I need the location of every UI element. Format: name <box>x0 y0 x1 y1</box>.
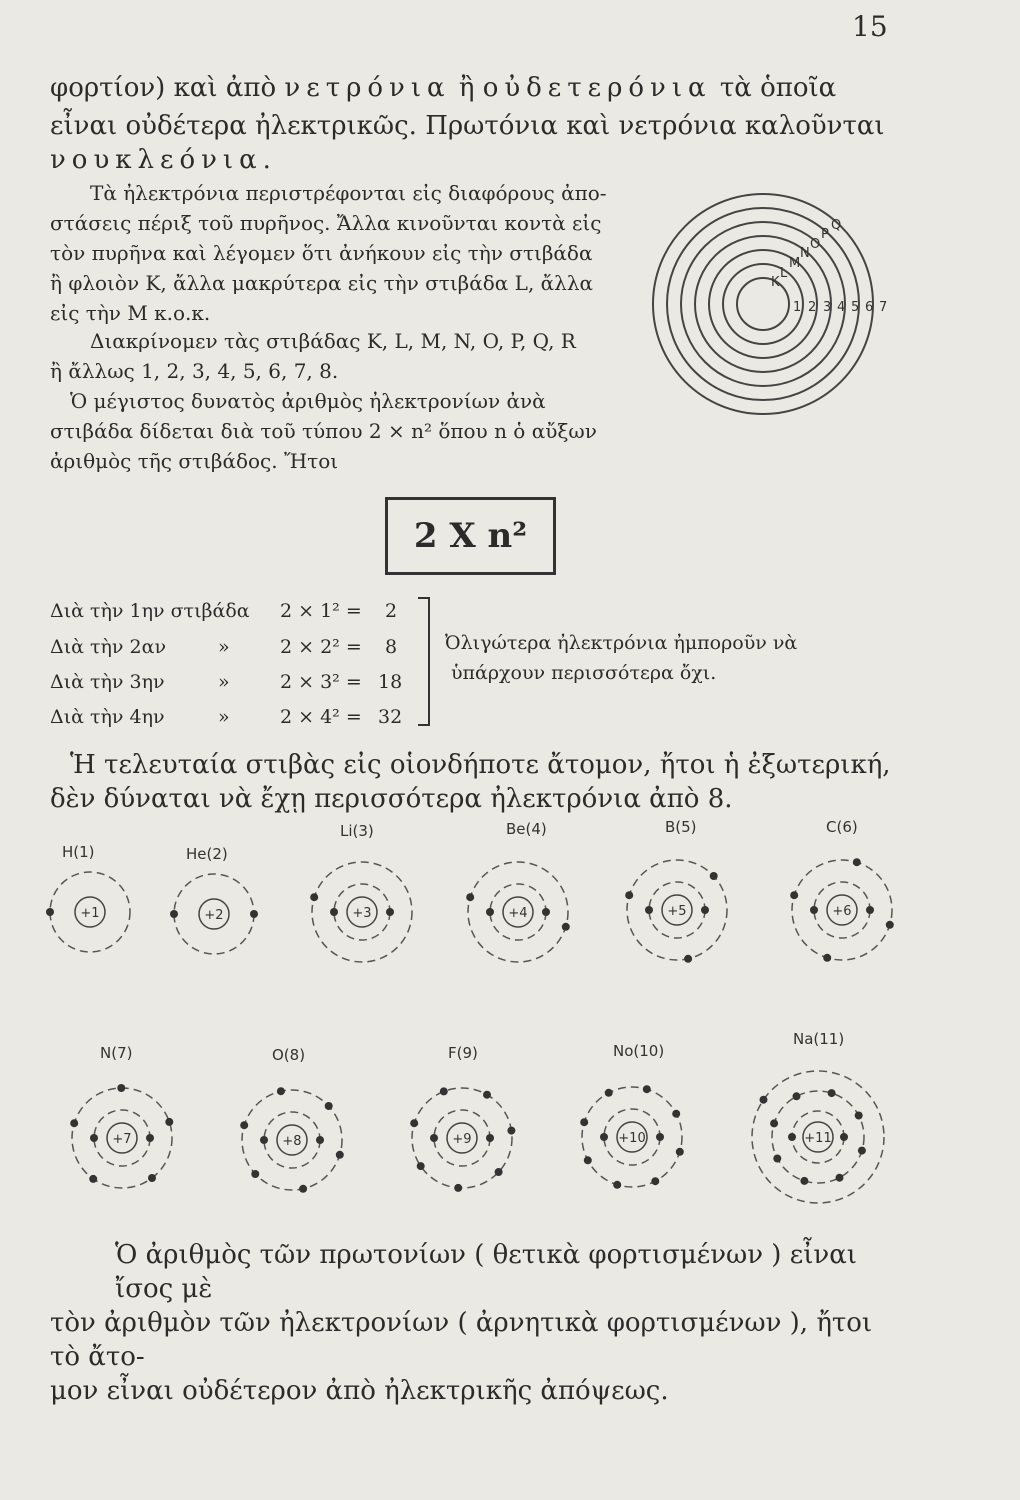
atom-label: F(9) <box>448 1044 478 1062</box>
atom-diagram <box>466 820 570 962</box>
text-line: Τὰ ἠλεκτρόνια περιστρέφονται εἰς διαφόρους ἀπο- <box>90 181 607 205</box>
electron <box>613 1181 621 1189</box>
electron <box>645 906 653 914</box>
electron <box>770 1119 778 1127</box>
formula-box: 2 X n² <box>385 497 556 575</box>
electron <box>562 923 570 931</box>
rule-result: 32 <box>378 706 403 728</box>
nucleus-charge: +2 <box>204 908 224 923</box>
electron <box>89 1175 97 1183</box>
rule-ditto-mark: » <box>218 636 230 658</box>
shell-number: 5 <box>851 300 860 315</box>
electron <box>454 1184 462 1192</box>
note-line: ὑπάρχουν περισσότερα ὄχι. <box>451 662 717 684</box>
shell-number: 6 <box>865 300 874 315</box>
electron <box>165 1118 173 1126</box>
electron <box>701 906 709 914</box>
electron <box>483 1091 491 1099</box>
atom-diagram <box>70 1044 173 1188</box>
electron <box>440 1087 448 1095</box>
atom-label: Be(4) <box>506 820 547 838</box>
rule-result: 18 <box>378 671 403 693</box>
electron <box>600 1133 608 1141</box>
atom-diagram <box>580 1042 684 1189</box>
text-line: εἰς τὴν Μ κ.ο.κ. <box>50 301 211 325</box>
electron <box>430 1134 438 1142</box>
shell-number: 4 <box>837 300 846 315</box>
electron <box>486 1134 494 1142</box>
electron <box>46 908 54 916</box>
intro-text: τὰ ὁποῖα <box>719 73 837 103</box>
atom-diagram <box>240 1046 344 1193</box>
text-line: στάσεις πέριξ τοῦ πυρῆνος. Ἄλλα κινοῦνται κοντὰ εἰς <box>50 211 602 235</box>
electron <box>823 954 831 962</box>
electron <box>386 908 394 916</box>
electron <box>760 1096 768 1104</box>
text-line: στιβάδα δίδεται διὰ τοῦ τύπου 2 × n² ὅπου n ὁ αὔξων <box>50 419 597 443</box>
electron <box>656 1133 664 1141</box>
shell-number: 7 <box>879 300 888 315</box>
rule-expression: 2 × 1² = <box>280 600 362 622</box>
electron <box>580 1118 588 1126</box>
note-line: Ὀλιγώτερα ἠλεκτρόνια ἠμποροῦν νὰ <box>445 632 798 654</box>
atom-diagram <box>410 1044 515 1192</box>
electron <box>495 1168 503 1176</box>
text-line: Ὁ ἀριθμὸς τῶν πρωτονίων ( θετικὰ φορτισμένων ) εἶναι ἴσος μὲ <box>115 1240 857 1304</box>
text-line: τὸν ἀριθμὸν τῶν ἠλεκτρονίων ( ἀρνητικὰ φορτισμένων ), ἤτοι τὸ ἄτο- <box>50 1308 873 1372</box>
electron <box>146 1134 154 1142</box>
shell-number: 3 <box>823 300 832 315</box>
atom-diagram <box>625 818 727 963</box>
electron <box>277 1087 285 1095</box>
electron <box>790 891 798 899</box>
rule-expression: 2 × 4² = <box>280 706 362 728</box>
electron <box>260 1136 268 1144</box>
electron <box>299 1185 307 1193</box>
atom-diagram <box>752 1030 884 1203</box>
electron <box>605 1089 613 1097</box>
electron <box>643 1085 651 1093</box>
atom-label: Na(11) <box>793 1030 845 1048</box>
text-line: μον εἶναι οὐδέτερον ἀπὸ ἠλεκτρικῆς ἀπόψεως. <box>50 1376 669 1406</box>
shell-letter: P <box>821 227 829 242</box>
electron <box>417 1162 425 1170</box>
intro-text: φορτίον) καὶ ἀπὸ <box>50 73 277 103</box>
nucleus-charge: +7 <box>112 1132 132 1147</box>
shell-number: 1 <box>793 300 802 315</box>
electron <box>316 1136 324 1144</box>
rule-label: Διὰ τὴν 1ην στιβάδα <box>50 600 250 622</box>
text-line: ἢ φλοιὸν Κ, ἄλλα μακρύτερα εἰς τὴν στιβάδα L, ἄλλα <box>50 271 594 295</box>
atom-diagram <box>46 843 130 952</box>
electron <box>466 893 474 901</box>
rule-result: 2 <box>385 600 398 622</box>
rule-result: 8 <box>385 636 398 658</box>
atom-label: B(5) <box>665 818 697 836</box>
electron <box>810 906 818 914</box>
shell-letter: N <box>800 246 810 261</box>
rule-expression: 2 × 3² = <box>280 671 362 693</box>
shell-number: 2 <box>808 300 817 315</box>
electron <box>625 891 633 899</box>
rule-ditto-mark: » <box>218 706 230 728</box>
nucleus-charge: +6 <box>832 904 852 919</box>
shell-letter: O <box>810 237 821 252</box>
electron <box>507 1127 515 1135</box>
text-line: Ἡ τελευταία στιβὰς εἰς οἱονδήποτε ἄτομον, ἤτοι ἡ ἐξωτερική, <box>70 750 891 780</box>
text-line: Ὁ μέγιστος δυνατὸς ἀριθμὸς ἠλεκτρονίων ἀνὰ <box>70 389 546 413</box>
nucleus-charge: +3 <box>352 906 372 921</box>
rule-label: Διὰ τὴν 2αν <box>50 636 166 658</box>
text-line: τὸν πυρῆνα καὶ λέγομεν ὅτι ἀνήκουν εἰς τὴν στιβάδα <box>50 241 593 265</box>
electron <box>170 910 178 918</box>
electron <box>886 921 894 929</box>
electron <box>240 1121 248 1129</box>
electron <box>584 1156 592 1164</box>
electron <box>542 908 550 916</box>
electron <box>325 1102 333 1110</box>
electron <box>70 1119 78 1127</box>
electron <box>800 1177 808 1185</box>
electron <box>90 1134 98 1142</box>
atom-label: C(6) <box>826 818 858 836</box>
intro-line-2: εἶναι οὐδέτερα ἠλεκτρικῶς. Πρωτόνια καὶ νετρόνια καλοῦνται <box>50 111 885 141</box>
rule-ditto-mark: » <box>218 671 230 693</box>
electron <box>858 1147 866 1155</box>
rule-expression: 2 × 2² = <box>280 636 362 658</box>
atom-label: N(7) <box>100 1044 133 1062</box>
shell-letter: Q <box>831 218 842 233</box>
electron <box>676 1148 684 1156</box>
text-line: Διακρίνομεν τὰς στιβάδας K, L, M, N, O, P, Q, R <box>90 329 576 353</box>
text-line: δὲν δύναται νὰ ἔχῃ περισσότερα ἠλεκτρόνια ἀπὸ 8. <box>50 784 733 814</box>
nucleus-charge: +8 <box>282 1134 302 1149</box>
intro-line-3: νουκλεόνια. <box>50 145 277 175</box>
text-line: ἢ ἄλλως 1, 2, 3, 4, 5, 6, 7, 8. <box>50 359 339 383</box>
electron <box>773 1155 781 1163</box>
electron <box>117 1084 125 1092</box>
nucleus-charge: +10 <box>618 1131 646 1146</box>
electron <box>310 893 318 901</box>
conclusion-paragraph <box>50 1238 900 1408</box>
electron <box>855 1112 863 1120</box>
atom-label: O(8) <box>272 1046 306 1064</box>
rule-label: Διὰ τὴν 4ην <box>50 706 165 728</box>
electron <box>828 1089 836 1097</box>
electron <box>148 1174 156 1182</box>
atom-label: No(10) <box>613 1042 665 1060</box>
atom-diagram <box>170 845 258 954</box>
atom-label: He(2) <box>186 845 228 863</box>
text-line: ἀριθμὸς τῆς στιβάδος. Ἤτοι <box>50 449 339 473</box>
electron <box>866 906 874 914</box>
page-number: 15 <box>852 10 888 43</box>
electron <box>684 955 692 963</box>
electron <box>672 1110 680 1118</box>
shell-letter: K <box>771 275 780 290</box>
atom-label: Li(3) <box>340 822 374 840</box>
electron <box>788 1133 796 1141</box>
nucleus-charge: +5 <box>667 904 687 919</box>
shell-letter: L <box>780 266 788 281</box>
atom-diagram <box>790 818 894 962</box>
electron <box>853 858 861 866</box>
electron <box>250 910 258 918</box>
electron <box>336 1151 344 1159</box>
electron <box>793 1092 801 1100</box>
electron <box>840 1133 848 1141</box>
term-neutrons: νετρόνια <box>284 73 451 103</box>
shell-letter: M <box>789 256 801 271</box>
nucleus-charge: +4 <box>508 906 528 921</box>
atom-label: H(1) <box>62 843 95 861</box>
electron <box>251 1170 259 1178</box>
term-neutral: οὐδετερόνια <box>482 73 712 103</box>
electron <box>710 872 718 880</box>
electron <box>836 1174 844 1182</box>
electron <box>410 1119 418 1127</box>
nucleus-charge: +11 <box>804 1131 832 1146</box>
electron <box>330 908 338 916</box>
nucleus-charge: +9 <box>452 1132 472 1147</box>
electron <box>651 1177 659 1185</box>
electron <box>486 908 494 916</box>
intro-text: ἢ <box>458 73 475 103</box>
atom-diagram <box>310 822 412 962</box>
rule-label: Διὰ τὴν 3ην <box>50 671 165 693</box>
nucleus-charge: +1 <box>80 906 100 921</box>
